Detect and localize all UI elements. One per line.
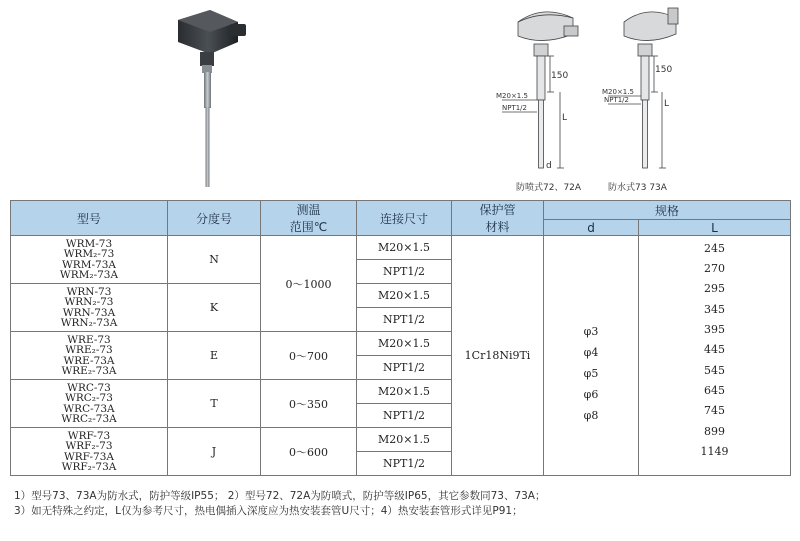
- L-value: 645: [704, 383, 725, 397]
- model-name: WRC₂-73: [65, 392, 113, 404]
- header-model: 型号: [11, 201, 168, 236]
- header-range-line1: 测温: [296, 203, 321, 217]
- header-spec: 规格: [544, 201, 791, 220]
- model-name: WRE₂-73: [65, 344, 113, 356]
- model-name: WRE-73A: [63, 354, 115, 367]
- model-name: WRM₂-73A: [59, 269, 119, 281]
- spec-table: [10, 200, 791, 476]
- connection-cell: M20×1.5: [357, 284, 452, 308]
- note-line-1: 1）型号73、73A为防水式，防护等级IP55； 2）型号72、72A为防喷式，防护等级IP65，其它参数同73、73A；: [14, 490, 546, 502]
- model-name: WRC-73A: [63, 402, 115, 415]
- model-name: WRF₂-73A: [61, 461, 117, 473]
- header-material: [452, 201, 544, 236]
- L-value: 445: [704, 343, 725, 357]
- L-value: 345: [704, 302, 725, 316]
- d-value: φ6: [583, 388, 599, 401]
- header-range-line2: 范围℃: [289, 220, 328, 234]
- model-cell: [11, 332, 168, 380]
- note-line-2: 3）如无特殊之约定，L仅为参考尺寸，热电偶插入深度应为热安装套管U尺寸；4）热安装套管形式详见P91；: [14, 505, 523, 517]
- range-cell: 0～600: [261, 428, 357, 476]
- range-cell: 0～1000: [261, 236, 357, 332]
- model-name: WRC₂-73A: [61, 413, 117, 425]
- range-cell: 0～350: [261, 380, 357, 428]
- model-name: WRN₂-73A: [60, 317, 118, 329]
- d-value: φ5: [583, 367, 599, 380]
- header-material-line2: 材料: [485, 220, 510, 234]
- L-value: 899: [704, 424, 725, 438]
- graduation-cell: J: [168, 428, 261, 476]
- range-cell: 0～700: [261, 332, 357, 380]
- model-name: WRE₂-73A: [61, 365, 117, 377]
- connection-cell: NPT1/2: [357, 452, 452, 476]
- model-cell: [11, 236, 168, 284]
- model-name: WRM₂-73: [63, 248, 115, 260]
- material-cell: 1Cr18Ni9Ti: [452, 236, 544, 476]
- model-name: WRM-73: [65, 237, 113, 250]
- model-name: WRF-73A: [63, 450, 114, 463]
- d-values-cell: [544, 236, 639, 476]
- dim-150-b: 150: [655, 65, 673, 75]
- connection-cell: NPT1/2: [357, 308, 452, 332]
- L-values-cell: [639, 236, 791, 476]
- product-photo: [150, 2, 260, 192]
- thread-b-1: M20×1.5: [602, 88, 634, 96]
- model-name: WRN-73A: [62, 306, 116, 319]
- model-cell: [11, 380, 168, 428]
- graduation-cell: E: [168, 332, 261, 380]
- connection-cell: M20×1.5: [357, 428, 452, 452]
- L-value: 1149: [700, 444, 729, 458]
- L-value: 745: [704, 404, 725, 418]
- graduation-cell: N: [168, 236, 261, 284]
- header-L: L: [639, 220, 791, 236]
- model-name: WRF-73: [67, 429, 111, 442]
- model-name: WRE-73: [67, 333, 111, 346]
- header-material-line1: 保护管: [479, 203, 516, 217]
- d-value: φ3: [583, 325, 599, 338]
- model-cell: [11, 428, 168, 476]
- d-value: φ8: [583, 409, 599, 422]
- model-name: WRM-73A: [62, 258, 116, 271]
- header-d: d: [544, 220, 639, 236]
- caption-b: 防水式73 73A: [608, 183, 667, 193]
- dimension-drawing-splashproof: [488, 0, 598, 196]
- graduation-cell: T: [168, 380, 261, 428]
- graduation-cell: K: [168, 284, 261, 332]
- thread-a-2: NPT1/2: [502, 104, 527, 112]
- model-name: WRC-73: [67, 381, 111, 394]
- connection-cell: NPT1/2: [357, 260, 452, 284]
- L-value: 395: [704, 323, 725, 337]
- header-connection: 连接尺寸: [357, 201, 452, 236]
- dim-150-a: 150: [551, 71, 569, 81]
- dim-L-a: L: [562, 113, 568, 123]
- connection-cell: NPT1/2: [357, 404, 452, 428]
- dim-d-a: d: [546, 161, 552, 171]
- header-range: [261, 201, 357, 236]
- caption-a: 防喷式72、72A: [516, 183, 582, 193]
- d-value: φ4: [583, 346, 599, 359]
- thread-b-2: NPT1/2: [604, 96, 629, 104]
- dim-L-b: L: [664, 99, 670, 109]
- connection-cell: M20×1.5: [357, 236, 452, 260]
- L-value: 245: [704, 241, 725, 255]
- dimension-drawing-waterproof: [598, 0, 698, 196]
- thread-a-1: M20×1.5: [496, 92, 528, 100]
- model-name: WRN₂-73: [64, 296, 114, 308]
- header-graduation: 分度号: [168, 201, 261, 236]
- L-value: 270: [704, 262, 725, 276]
- connection-cell: NPT1/2: [357, 356, 452, 380]
- model-name: WRN-73: [66, 285, 112, 298]
- L-value: 295: [704, 282, 725, 296]
- connection-cell: M20×1.5: [357, 380, 452, 404]
- L-value: 545: [704, 363, 725, 377]
- connection-cell: M20×1.5: [357, 332, 452, 356]
- model-name: WRF₂-73: [65, 440, 113, 452]
- model-cell: [11, 284, 168, 332]
